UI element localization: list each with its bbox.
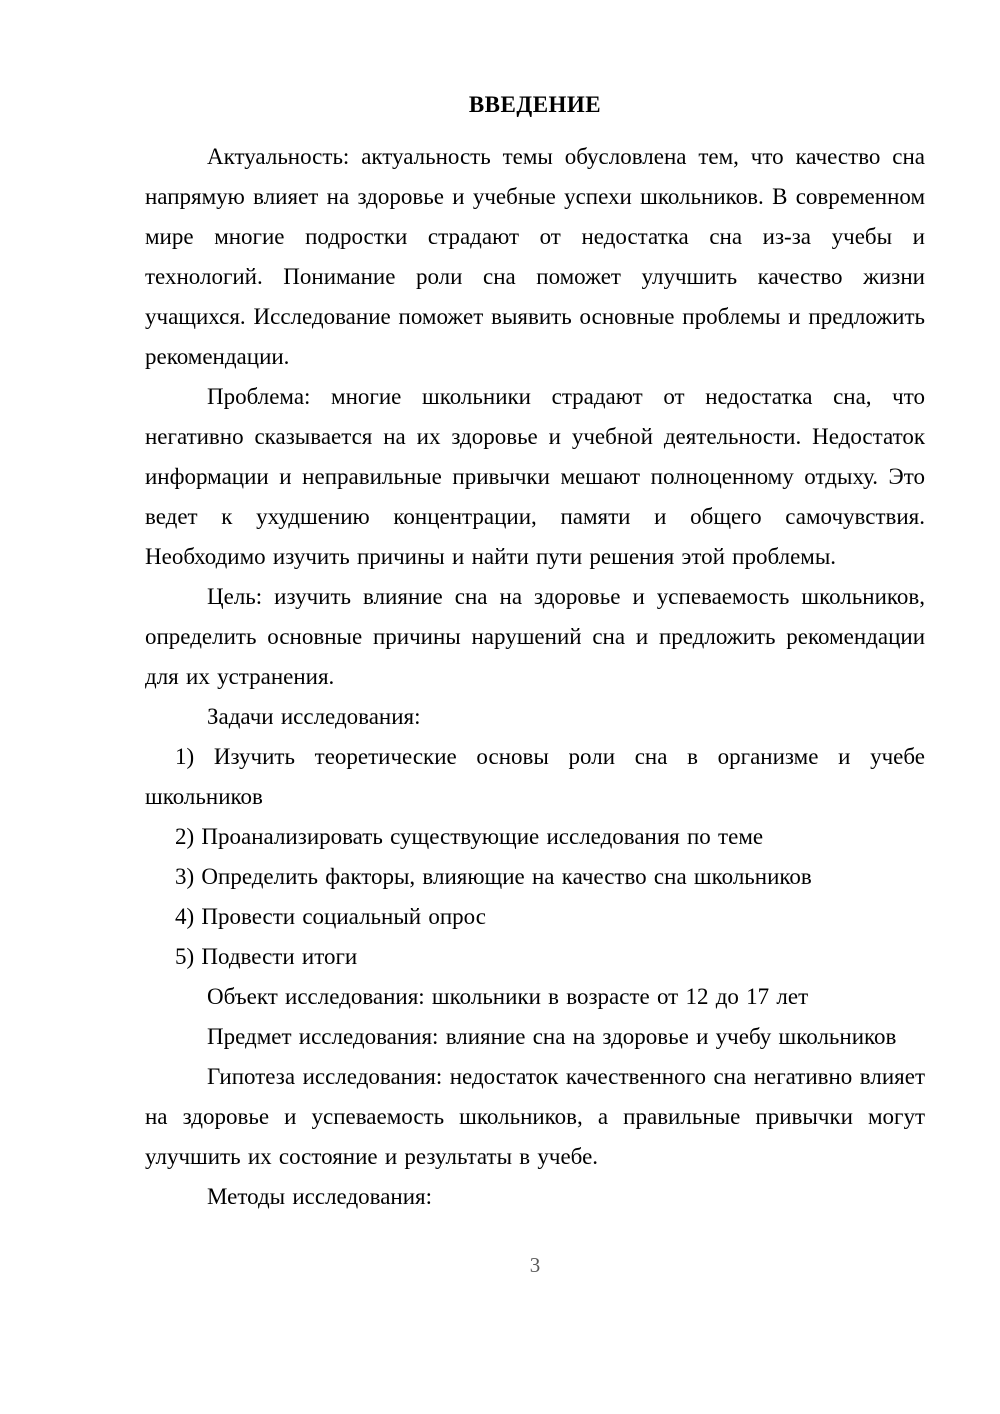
page-title: ВВЕДЕНИЕ [468,92,602,117]
task-item-2: 2) Проанализировать существующие исследования по теме [175,824,764,849]
paragraph-aktualnost: Актуальность: актуальность темы обусловлена тем, что качество сна напрямую влияет на здоровье и учебные успехи школьников. В современном мире многие подростки страдают от недостатка сна из-за учебы и технологий. Понимание роли сна поможет улучшить качество жизни учащихся. Исследование поможет выявить основные проблемы и предложить рекомендации. [145,144,925,369]
paragraph-tsel: Цель: изучить влияние сна на здоровье и успеваемость школьников, определить основные причины нарушений сна и предложить рекомендации для их устранения. [145,584,925,689]
paragraph-predmet: Предмет исследования: влияние сна на здоровье и учебу школьников [207,1024,897,1049]
page-number: 3 [529,1253,541,1277]
task-item-5: 5) Подвести итоги [175,944,358,969]
task-item-3: 3) Определить факторы, влияющие на качество сна школьников [175,864,812,889]
paragraph-zadachi-label: Задачи исследования: [207,704,421,729]
paragraph-problema: Проблема: многие школьники страдают от недостатка сна, что негативно сказывается на их здоровье и учебной деятельности. Недостаток информации и неправильные привычки мешают полноценному отдыху. Это ведет к ухудшению концентрации, памяти и общего самочувствия. Необходимо изучить причины и найти пути решения этой проблемы. [145,384,925,569]
paragraph-metody: Методы исследования: [207,1184,433,1209]
paragraph-gipoteza: Гипотеза исследования: недостаток качественного сна негативно влияет на здоровье и успеваемость школьников, а правильные привычки могут улучшить их состояние и результаты в учебе. [145,1064,925,1169]
paragraph-obekt: Объект исследования: школьники в возрасте от 12 до 17 лет [207,984,809,1009]
task-item-4: 4) Провести социальный опрос [175,904,486,929]
task-item-1: 1) Изучить теоретические основы роли сна в организме и учебе школьников [145,744,925,809]
